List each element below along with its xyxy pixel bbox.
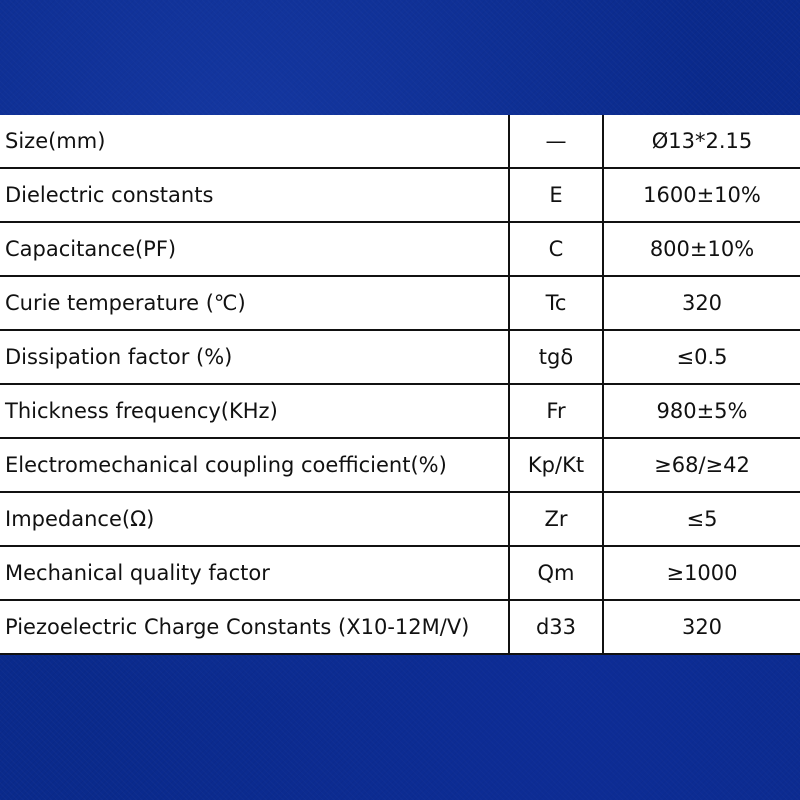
symbol-cell: E [509, 168, 603, 222]
symbol-cell: Kp/Kt [509, 438, 603, 492]
table-row [0, 384, 800, 438]
symbol-cell: Tc [509, 276, 603, 330]
parameter-cell: Size(mm) [0, 115, 509, 168]
value-cell: 980±5% [603, 384, 800, 438]
parameter-cell: Piezoelectric Charge Constants (X10-12M/V) [0, 600, 509, 654]
parameter-cell: Thickness frequency(KHz) [0, 384, 509, 438]
value-cell: 1600±10% [603, 168, 800, 222]
table-row [0, 438, 800, 492]
table-row [0, 546, 800, 600]
value-cell: ≥1000 [603, 546, 800, 600]
table-row [0, 492, 800, 546]
parameter-cell: Impedance(Ω) [0, 492, 509, 546]
parameter-cell: Capacitance(PF) [0, 222, 509, 276]
parameter-cell: Electromechanical coupling coefficient(%) [0, 438, 509, 492]
symbol-cell: C [509, 222, 603, 276]
table-row [0, 115, 800, 168]
symbol-cell: — [509, 115, 603, 168]
spec-table [0, 115, 800, 655]
symbol-cell: Qm [509, 546, 603, 600]
value-cell: ≥68/≥42 [603, 438, 800, 492]
table-row [0, 330, 800, 384]
value-cell: ≤0.5 [603, 330, 800, 384]
parameter-cell: Dielectric constants [0, 168, 509, 222]
value-cell: ≤5 [603, 492, 800, 546]
parameter-cell: Mechanical quality factor [0, 546, 509, 600]
value-cell: Ø13*2.15 [603, 115, 800, 168]
table-row [0, 276, 800, 330]
symbol-cell: tgδ [509, 330, 603, 384]
table-row [0, 600, 800, 654]
table-row [0, 222, 800, 276]
value-cell: 320 [603, 276, 800, 330]
table-row [0, 168, 800, 222]
symbol-cell: Zr [509, 492, 603, 546]
symbol-cell: d33 [509, 600, 603, 654]
symbol-cell: Fr [509, 384, 603, 438]
value-cell: 320 [603, 600, 800, 654]
parameter-cell: Dissipation factor (%) [0, 330, 509, 384]
value-cell: 800±10% [603, 222, 800, 276]
parameter-cell: Curie temperature (℃) [0, 276, 509, 330]
